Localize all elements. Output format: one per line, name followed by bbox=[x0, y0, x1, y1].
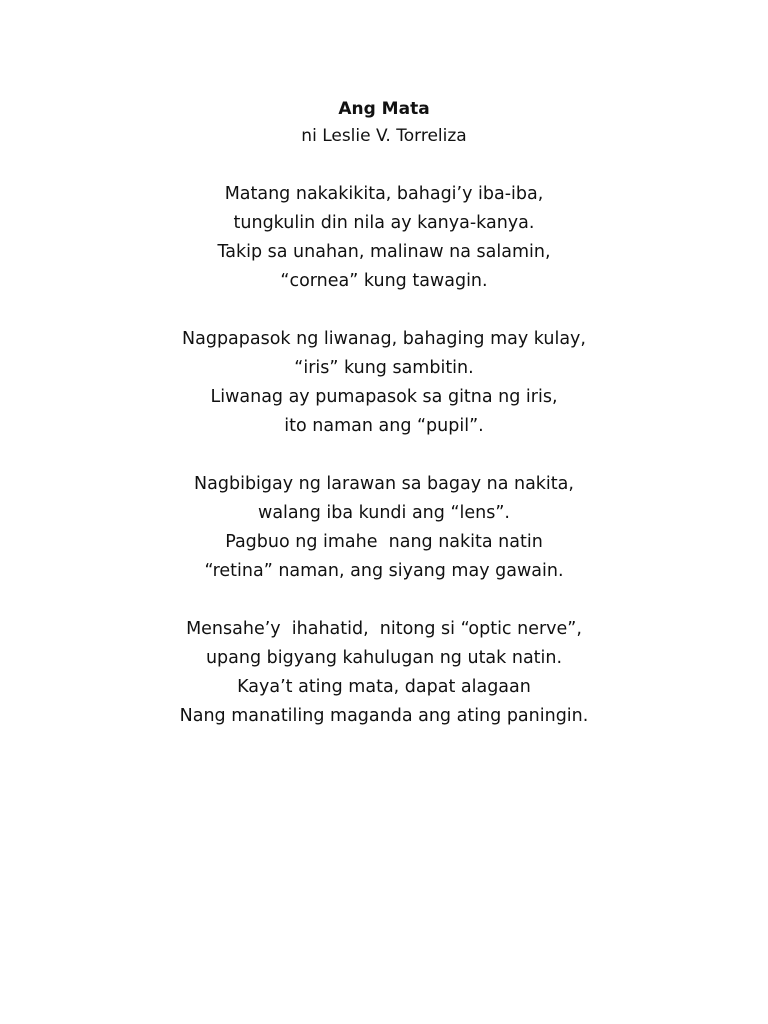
poem-line: walang iba kundi ang “lens”. bbox=[258, 503, 510, 523]
poem-line: Mensahe’y ihahatid, nitong si “optic nerve”, bbox=[186, 619, 582, 639]
poem-line: Takip sa unahan, malinaw na salamin, bbox=[217, 242, 551, 262]
poem-title: Ang Mata bbox=[338, 99, 430, 119]
poem-line: Matang nakakikita, bahagi’y iba-iba, bbox=[224, 184, 544, 204]
poem-line: Liwanag ay pumapasok sa gitna ng iris, bbox=[210, 387, 558, 407]
poem-line: Nagpapasok ng liwanag, bahaging may kulay, bbox=[182, 329, 586, 349]
poem-line: upang bigyang kahulugan ng utak natin. bbox=[205, 648, 563, 668]
stanza-4 bbox=[0, 615, 768, 731]
poem-line: “retina” naman, ang siyang may gawain. bbox=[204, 561, 564, 581]
stanza-3 bbox=[0, 470, 768, 586]
poem-line: Nang manatiling maganda ang ating paningin. bbox=[179, 706, 589, 726]
poem-line: Nagbibigay ng larawan sa bagay na nakita, bbox=[194, 474, 574, 494]
stanza-1 bbox=[0, 180, 768, 296]
poem-line: Kaya’t ating mata, dapat alagaan bbox=[237, 677, 531, 697]
poem-author: ni Leslie V. Torreliza bbox=[301, 126, 467, 146]
stanza-2 bbox=[0, 325, 768, 441]
poem-line: “iris” kung sambitin. bbox=[294, 358, 474, 378]
poem-line: ito naman ang “pupil”. bbox=[284, 416, 484, 436]
poem-line: Pagbuo ng imahe nang nakita natin bbox=[225, 532, 543, 552]
poem-line: “cornea” kung tawagin. bbox=[280, 271, 488, 291]
poem-line: tungkulin din nila ay kanya-kanya. bbox=[233, 213, 535, 233]
poem-page bbox=[0, 96, 768, 760]
